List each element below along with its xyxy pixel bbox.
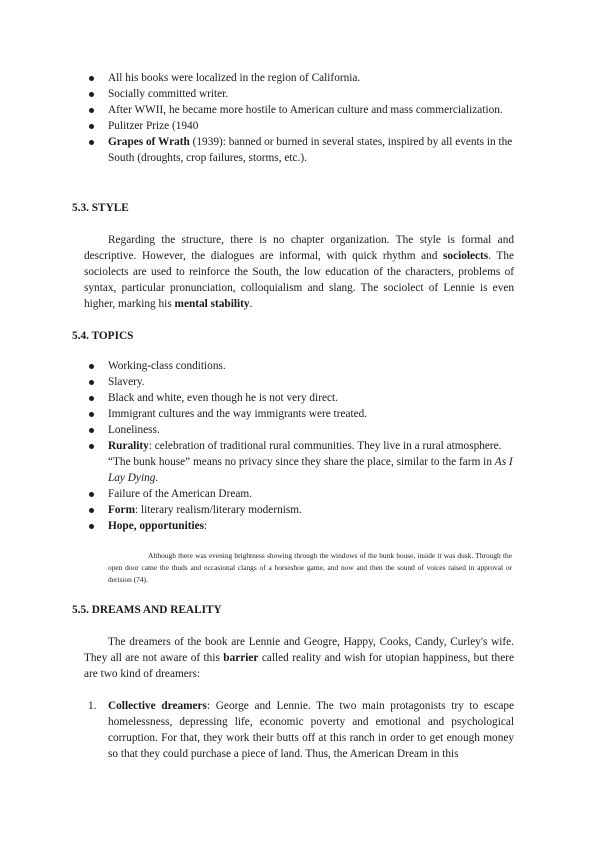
list-item: Slavery. (84, 374, 520, 390)
dreamers-list (84, 698, 514, 762)
list-item: Form: literary realism/literary modernism. (84, 502, 520, 518)
section-heading-dreams: 5.5. DREAMS AND REALITY (72, 604, 222, 616)
list-item: Black and white, even though he is not very direct. (84, 390, 520, 406)
style-paragraph: Regarding the structure, there is no chapter organization. The style is formal and descriptive. However, the dialogues are informal, with quick rhythm and sociolects. The sociolects are used to reinforce the South, the low education of the characters, problems of syntax, particular pronunciation, colloquialism and slang. The sociolect of Lennie is even higher, marking his mental stability. (84, 234, 514, 310)
list-item: Rurality: celebration of traditional rural communities. They live in a rural atmosphere. “The bunk house” means no privacy since they share the place, similar to the farm in As I Lay Dying. (84, 438, 520, 486)
list-item: Pulitzer Prize (1940 (84, 118, 520, 134)
list-item: After WWII, he became more hostile to American culture and mass commercialization. (84, 102, 520, 118)
list-item: Immigrant cultures and the way immigrants were treated. (84, 406, 520, 422)
list-item: Failure of the American Dream. (84, 486, 520, 502)
list-item: Grapes of Wrath (1939): banned or burned in several states, inspired by all events in the South (droughts, crop failures, storms, etc.). (84, 134, 520, 166)
list-item: All his books were localized in the region of California. (84, 70, 520, 86)
section-heading-style: 5.3. STYLE (72, 202, 129, 214)
dreams-paragraph: The dreamers of the book are Lennie and Geogre, Happy, Cooks, Candy, Curley's wife. They all are not aware of this barrier called reality and wish for utopian happiness, but there are two kind of dreamers: (84, 636, 515, 680)
list-item: 1. Collective dreamers: George and Lennie. The two main protagonists try to escape homelessness, depressing life, economic poverty and emotional and psychological corruption. For that, they work their butts off at this ranch in order to get enough money so that they could purchase a piece of land. Thus, the American Dream in this (88, 700, 514, 760)
section-heading-topics: 5.4. TOPICS (72, 330, 134, 342)
list-item: Socially committed writer. (84, 86, 520, 102)
list-item: Loneliness. (84, 422, 520, 438)
list-item: Hope, opportunities: (84, 518, 520, 534)
biography-list (84, 70, 520, 166)
block-quote: Although there was evening brightness showing through the windows of the bunk house, inside it was dusk. Through the open door came the thuds and occasional clangs of a horseshoe game, and now and then the sound of voices raised in approval or derision (74). (108, 551, 512, 584)
list-item: Working-class conditions. (84, 358, 520, 374)
book-title: Grapes of Wrath (108, 136, 190, 148)
topics-list (84, 358, 520, 534)
